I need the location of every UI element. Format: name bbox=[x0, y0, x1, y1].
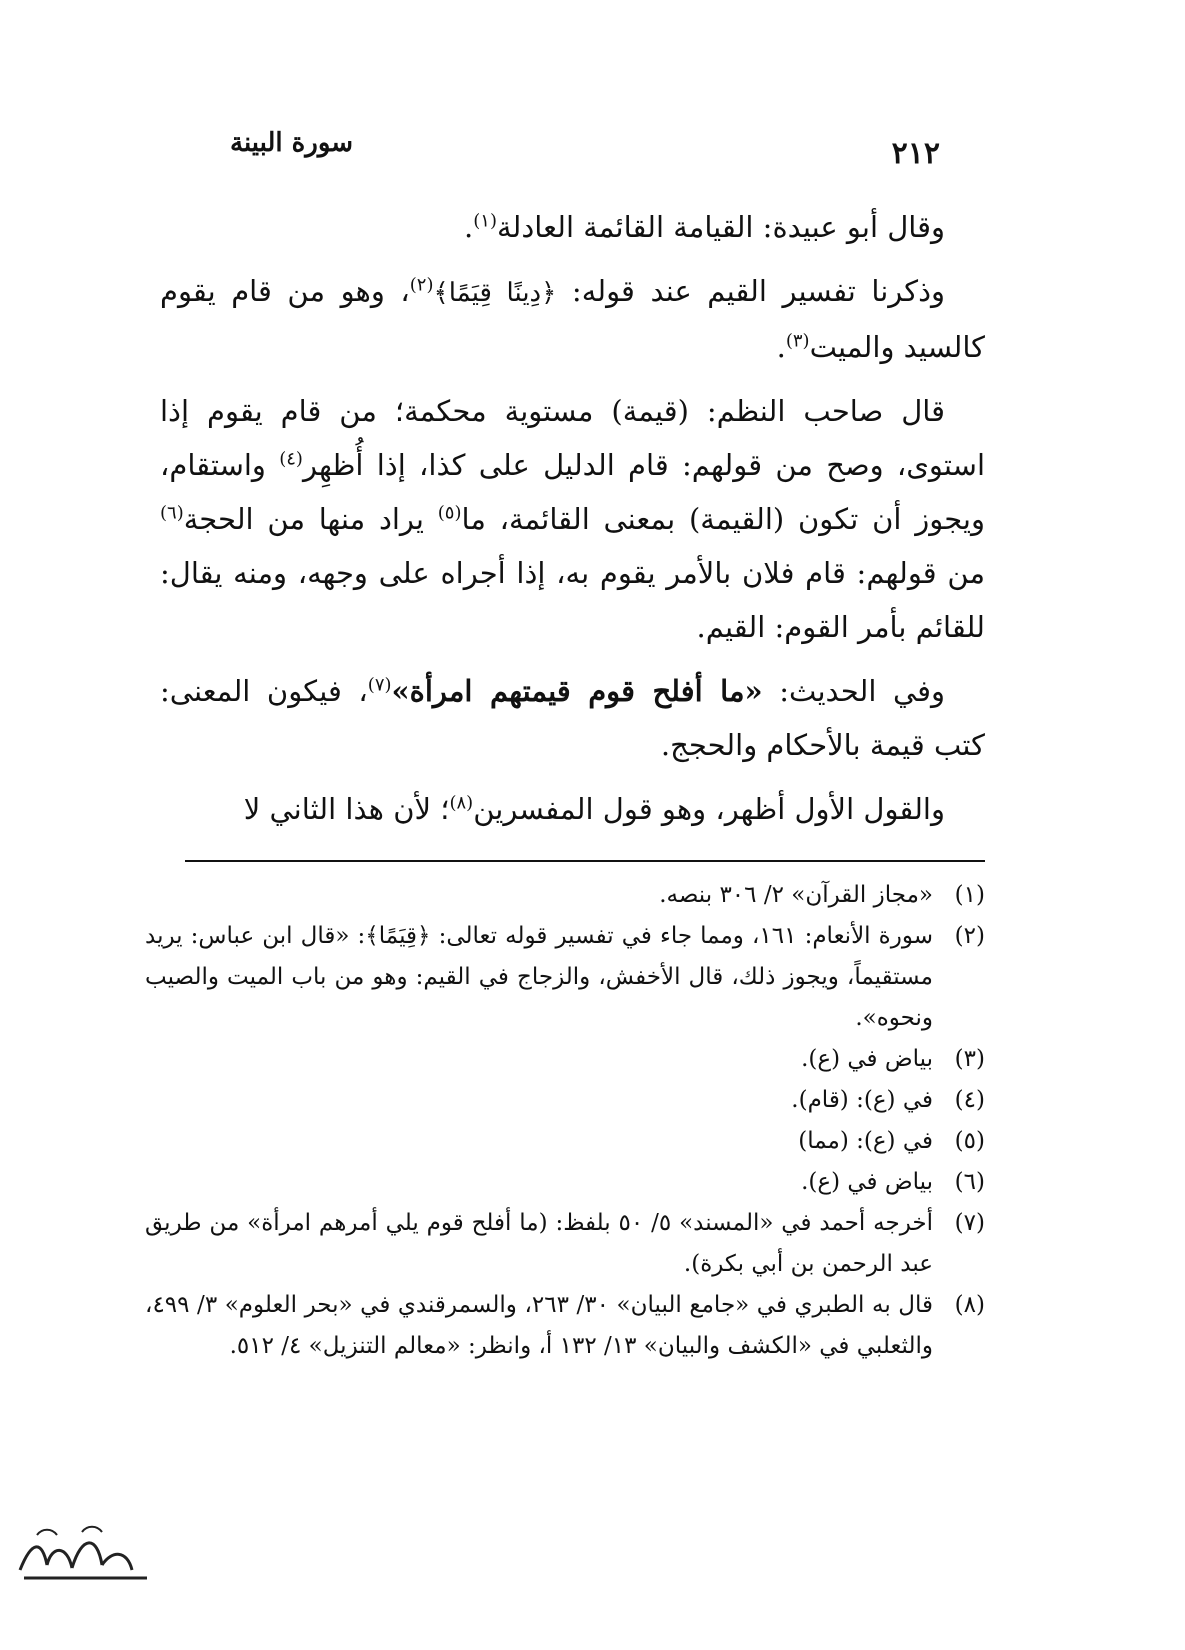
footnote-text: أخرجه أحمد في «المسند» ٥/ ٥٠ بلفظ: (ما أفلح قوم يلي أمرهم امرأة» من طريق عبد الرحمن بن أبي بكرة). bbox=[145, 1210, 933, 1277]
paragraph-2: وذكرنا تفسير القيم عند قوله: ﴿دِينًا قِيَمًا﴾$^{(٢)}$، وهو من قام يقوم كالسيد والميت$^{(٣)}$. bbox=[160, 274, 985, 364]
paragraph-1: وقال أبو عبيدة: القيامة القائمة العادلة$^{(١)}$. bbox=[464, 210, 945, 244]
footnote bbox=[145, 1203, 985, 1285]
footnote bbox=[145, 875, 985, 916]
footnote-number: (٨) bbox=[954, 1292, 985, 1318]
footnote-divider bbox=[185, 860, 985, 862]
footnote bbox=[145, 1039, 985, 1080]
page-number: ٢١٢ bbox=[891, 136, 940, 171]
footnote-ref: (٤) bbox=[279, 448, 303, 470]
footnote-text: قال به الطبري في «جامع البيان» ٣٠/ ٢٦٣، والسمرقندي في «بحر العلوم» ٣/ ٤٩٩، والثعلبي في «الكشف والبيان» ١٣/ ١٣٢ أ، وانظر: «معالم التنزيل» ٤/ ٥١٢. bbox=[145, 1292, 933, 1359]
watermark-logo bbox=[12, 1520, 162, 1590]
hadith-quote: «ما أفلح قوم قيمتهم امرأة» bbox=[391, 674, 763, 708]
footnote-number: (٣) bbox=[954, 1046, 985, 1072]
footnote-text: «مجاز القرآن» ٢/ ٣٠٦ بنصه. bbox=[659, 882, 933, 908]
footnote bbox=[145, 916, 985, 1039]
footnote-number: (٢) bbox=[954, 923, 985, 949]
footnote-text: في (ع): (قام). bbox=[791, 1087, 933, 1113]
footnote-number: (٧) bbox=[954, 1210, 985, 1236]
main-text bbox=[160, 200, 985, 846]
footnotes bbox=[145, 875, 985, 1367]
footnote-number: (٥) bbox=[954, 1128, 985, 1154]
footnote bbox=[145, 1121, 985, 1162]
footnote-ref: (٣) bbox=[785, 330, 810, 352]
footnote-text: سورة الأنعام: ١٦١، ومما جاء في تفسير قوله تعالى: ﴿قِيَمًا﴾: «قال ابن عباس: يريد مستقيماً، ويجوز ذلك، قال الأخفش، والزجاج في القيم: وهو من باب الميت والصيب ونحوه». bbox=[145, 923, 933, 1031]
footnote-number: (١) bbox=[954, 882, 985, 908]
page-header bbox=[230, 128, 940, 171]
footnote-text: بياض في (ع). bbox=[801, 1046, 933, 1072]
quran-quote: ﴿دِينًا قِيَمًا﴾ bbox=[433, 278, 557, 308]
footnote-text: بياض في (ع). bbox=[801, 1169, 933, 1195]
footnote-ref: (٨) bbox=[449, 792, 474, 814]
footnote-ref: (٦) bbox=[160, 502, 184, 524]
footnote bbox=[145, 1080, 985, 1121]
footnote-ref: (٧) bbox=[367, 674, 392, 696]
footnote bbox=[145, 1162, 985, 1203]
paragraph-5: والقول الأول أظهر، وهو قول المفسرين$^{(٨)}$؛ لأن هذا الثاني لا bbox=[243, 792, 945, 826]
footnote-number: (٦) bbox=[954, 1169, 985, 1195]
footnote-text: في (ع): (مما) bbox=[798, 1128, 933, 1154]
running-title: سورة البينة bbox=[230, 128, 354, 158]
paragraph-3: قال صاحب النظم: (قيمة) مستوية محكمة؛ من قام يقوم إذا استوى، وصح من قولهم: قام الدليل على كذا، إذا أُظهِر$^{(٤)}$ واستقام، ويجوز أن تكون (القيمة) بمعنى القائمة، ما$^{(٥)}$ يراد منها من الحجة$^{(٦)}$ من قولهم: قام فلان بالأمر يقوم به، إذا أجراه على وجهه، ومنه يقال: للقائم بأمر القوم: القيم. bbox=[160, 394, 986, 644]
footnote-number: (٤) bbox=[954, 1087, 985, 1113]
footnote-ref: (١) bbox=[473, 210, 497, 232]
footnote-ref: (٥) bbox=[437, 502, 462, 524]
footnote-ref: (٢) bbox=[409, 274, 434, 296]
footnote bbox=[145, 1285, 985, 1367]
paragraph-4: وفي الحديث: «ما أفلح قوم قيمتهم امرأة»$^{(٧)}$، فيكون المعنى: كتب قيمة بالأحكام والحجج. bbox=[160, 674, 985, 762]
calligraphy-logo-icon bbox=[12, 1520, 162, 1590]
